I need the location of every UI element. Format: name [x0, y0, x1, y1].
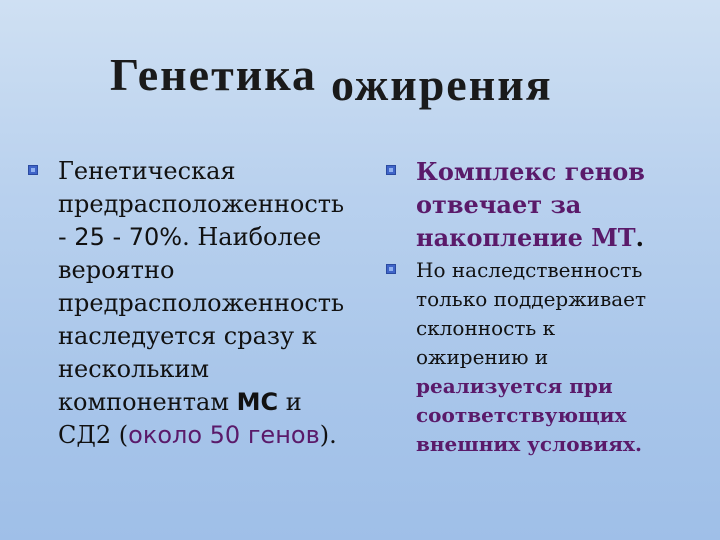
square-bullet-icon [28, 165, 38, 175]
text-line: реализуется при [416, 374, 613, 398]
text-line: склонность к [416, 316, 556, 340]
right-column [386, 155, 716, 459]
text-line: Комплекс генов [416, 157, 645, 186]
text-line: только поддерживает [416, 287, 647, 311]
text-line: компонентам МС и [58, 388, 302, 416]
bullet-heredity [386, 256, 716, 459]
text-line: Генетическая [58, 157, 236, 185]
text-line: внешних условиях. [416, 432, 642, 456]
bullet-gene-complex [386, 155, 716, 254]
text-line: отвечает за [416, 190, 582, 219]
text-line: предрасположенность [58, 190, 345, 218]
text-line: - 25 - 70%. Наиболее [58, 223, 322, 251]
text-line: СД2 (около 50 генов). [58, 421, 337, 449]
percent-range: 25 - 70% [74, 223, 183, 251]
text-line: ожирению и [416, 345, 549, 369]
title-word-1: Генетика [110, 49, 318, 100]
genes-count: около 50 генов [128, 421, 320, 449]
text-line: предрасположенность [58, 289, 345, 317]
text-line: нескольким [58, 355, 210, 383]
bullet-genetic-predisposition [28, 155, 378, 452]
text-line: Но наследственность [416, 258, 643, 282]
text-line: вероятно [58, 256, 175, 284]
square-bullet-icon [386, 165, 396, 175]
text-line: соответствующих [416, 403, 627, 427]
text-line: наследуется сразу к [58, 322, 317, 350]
ms-abbrev: МС [236, 388, 279, 416]
square-bullet-icon [386, 264, 396, 274]
text-line: накопление МТ. [416, 223, 644, 252]
left-column [28, 155, 378, 452]
slide-title [110, 48, 553, 110]
title-word-2: ожирения [331, 59, 553, 110]
